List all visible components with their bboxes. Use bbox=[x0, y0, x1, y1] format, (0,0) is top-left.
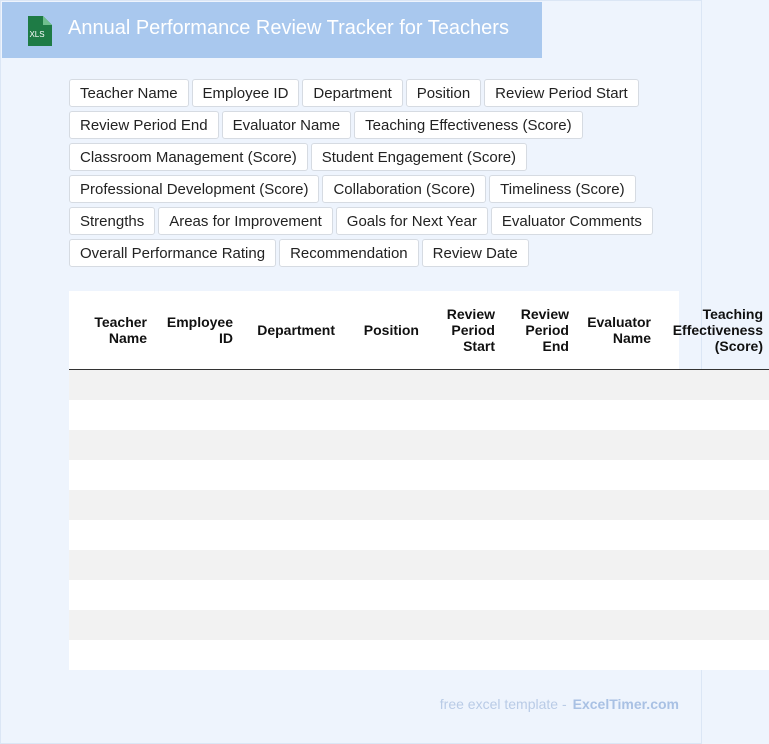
field-chip-list bbox=[69, 79, 669, 267]
column-header-label: Position bbox=[363, 322, 419, 338]
table-cell[interactable] bbox=[425, 400, 501, 430]
table-cell[interactable] bbox=[239, 460, 341, 490]
table-cell[interactable] bbox=[425, 610, 501, 640]
table-cell[interactable] bbox=[153, 430, 239, 460]
field-chip[interactable]: Teaching Effectiveness (Score) bbox=[354, 111, 583, 139]
table-cell[interactable] bbox=[341, 370, 425, 401]
table-cell[interactable] bbox=[501, 400, 575, 430]
table-cell[interactable] bbox=[69, 370, 153, 401]
table-cell[interactable] bbox=[239, 400, 341, 430]
column-header[interactable] bbox=[341, 291, 425, 370]
column-header-label: (Score) bbox=[714, 338, 763, 354]
table-cell[interactable] bbox=[425, 370, 501, 401]
table-cell[interactable] bbox=[341, 520, 425, 550]
table-cell[interactable] bbox=[69, 490, 153, 520]
table-cell[interactable] bbox=[425, 580, 501, 610]
table-cell[interactable] bbox=[153, 490, 239, 520]
column-header[interactable] bbox=[501, 291, 575, 370]
table-cell[interactable] bbox=[341, 490, 425, 520]
table-cell[interactable] bbox=[425, 430, 501, 460]
table-cell[interactable] bbox=[657, 430, 769, 460]
column-header-label: Period bbox=[451, 322, 495, 338]
table-cell[interactable] bbox=[501, 370, 575, 401]
table-cell[interactable] bbox=[501, 490, 575, 520]
column-header[interactable] bbox=[153, 291, 239, 370]
tracker-table bbox=[69, 291, 769, 670]
table-header-row bbox=[69, 291, 769, 370]
table-cell[interactable] bbox=[575, 580, 657, 610]
table-cell[interactable] bbox=[341, 610, 425, 640]
table-cell[interactable] bbox=[657, 400, 769, 430]
table-row bbox=[69, 640, 769, 670]
page-title: Annual Performance Review Tracker for Teachers bbox=[68, 17, 509, 39]
table-cell[interactable] bbox=[501, 640, 575, 670]
column-header-label: End bbox=[542, 338, 569, 354]
column-header-label: Name bbox=[108, 330, 147, 346]
table-cell[interactable] bbox=[657, 520, 769, 550]
column-header-label: Review bbox=[520, 306, 569, 322]
table-cell[interactable] bbox=[501, 580, 575, 610]
tracker-table-container[interactable] bbox=[69, 291, 763, 669]
column-header[interactable] bbox=[425, 291, 501, 370]
table-cell[interactable] bbox=[153, 520, 239, 550]
table-cell[interactable] bbox=[341, 580, 425, 610]
table-cell[interactable] bbox=[153, 640, 239, 670]
field-chip[interactable]: Overall Performance Rating bbox=[69, 239, 276, 267]
table-cell[interactable] bbox=[239, 490, 341, 520]
table-cell[interactable] bbox=[657, 580, 769, 610]
table-cell[interactable] bbox=[657, 490, 769, 520]
column-header-label: Period bbox=[525, 322, 569, 338]
table-cell[interactable] bbox=[575, 610, 657, 640]
svg-text:XLS: XLS bbox=[29, 30, 45, 39]
table-row bbox=[69, 460, 769, 490]
table-cell[interactable] bbox=[69, 460, 153, 490]
table-cell[interactable] bbox=[69, 520, 153, 550]
table-cell[interactable] bbox=[425, 520, 501, 550]
table-cell[interactable] bbox=[425, 490, 501, 520]
table-cell[interactable] bbox=[657, 640, 769, 670]
table-cell[interactable] bbox=[575, 640, 657, 670]
table-row bbox=[69, 490, 769, 520]
column-header-label: Name bbox=[612, 330, 651, 346]
table-cell[interactable] bbox=[501, 610, 575, 640]
table-cell[interactable] bbox=[239, 640, 341, 670]
field-chip[interactable]: Position bbox=[406, 79, 481, 107]
field-chip[interactable]: Areas for Improvement bbox=[158, 207, 333, 235]
table-cell[interactable] bbox=[657, 610, 769, 640]
table-cell[interactable] bbox=[153, 610, 239, 640]
field-chip[interactable]: Professional Development (Score) bbox=[69, 175, 319, 203]
field-chip[interactable]: Collaboration (Score) bbox=[322, 175, 486, 203]
table-cell[interactable] bbox=[501, 550, 575, 580]
table-cell[interactable] bbox=[575, 520, 657, 550]
table-cell[interactable] bbox=[341, 550, 425, 580]
table-cell[interactable] bbox=[575, 400, 657, 430]
table-cell[interactable] bbox=[239, 430, 341, 460]
footer-credit bbox=[440, 696, 679, 712]
table-cell[interactable] bbox=[425, 460, 501, 490]
table-cell[interactable] bbox=[239, 370, 341, 401]
field-chip[interactable]: Review Date bbox=[422, 239, 529, 267]
table-cell[interactable] bbox=[575, 490, 657, 520]
table-row bbox=[69, 610, 769, 640]
column-header-label: Start bbox=[463, 338, 495, 354]
table-cell[interactable] bbox=[657, 370, 769, 401]
table-cell[interactable] bbox=[501, 430, 575, 460]
table-cell[interactable] bbox=[69, 580, 153, 610]
table-cell[interactable] bbox=[153, 400, 239, 430]
field-chip[interactable]: Classroom Management (Score) bbox=[69, 143, 308, 171]
field-chip[interactable]: Review Period Start bbox=[484, 79, 639, 107]
field-chip[interactable]: Evaluator Name bbox=[222, 111, 352, 139]
footer-brand-link[interactable]: ExcelTimer.com bbox=[572, 696, 679, 712]
table-cell[interactable] bbox=[341, 640, 425, 670]
table-cell[interactable] bbox=[425, 550, 501, 580]
table-row bbox=[69, 520, 769, 550]
table-cell[interactable] bbox=[69, 640, 153, 670]
table-row bbox=[69, 430, 769, 460]
table-cell[interactable] bbox=[69, 550, 153, 580]
column-header-label: Review bbox=[446, 306, 495, 322]
field-chip[interactable]: Recommendation bbox=[279, 239, 419, 267]
column-header-label: ID bbox=[219, 330, 233, 346]
table-cell[interactable] bbox=[341, 400, 425, 430]
table-cell[interactable] bbox=[239, 580, 341, 610]
table-cell[interactable] bbox=[341, 430, 425, 460]
header-band bbox=[2, 2, 542, 58]
field-chip[interactable]: Student Engagement (Score) bbox=[311, 143, 527, 171]
table-cell[interactable] bbox=[239, 550, 341, 580]
table-cell[interactable] bbox=[575, 550, 657, 580]
column-header-label: Evaluator bbox=[587, 314, 651, 330]
xls-file-icon bbox=[24, 16, 52, 46]
column-header-label: Teacher bbox=[94, 314, 147, 330]
table-cell[interactable] bbox=[575, 460, 657, 490]
column-header-label: Department bbox=[257, 322, 335, 338]
field-chip[interactable]: Goals for Next Year bbox=[336, 207, 488, 235]
table-row bbox=[69, 370, 769, 401]
column-header-label: Employee bbox=[166, 314, 233, 330]
table-cell[interactable] bbox=[575, 430, 657, 460]
table-cell[interactable] bbox=[341, 460, 425, 490]
table-cell[interactable] bbox=[657, 550, 769, 580]
table-row bbox=[69, 400, 769, 430]
table-cell[interactable] bbox=[425, 640, 501, 670]
field-chip[interactable]: Employee ID bbox=[192, 79, 300, 107]
column-header[interactable] bbox=[657, 291, 769, 370]
field-chip[interactable]: Evaluator Comments bbox=[491, 207, 653, 235]
field-chip[interactable]: Review Period End bbox=[69, 111, 219, 139]
field-chip[interactable]: Strengths bbox=[69, 207, 155, 235]
table-body bbox=[69, 370, 769, 671]
footer-text: free excel template - bbox=[439, 696, 567, 712]
column-header-label: Teaching bbox=[702, 306, 763, 322]
table-cell[interactable] bbox=[153, 550, 239, 580]
field-chip[interactable]: Department bbox=[302, 79, 402, 107]
table-cell[interactable] bbox=[153, 370, 239, 401]
column-header[interactable] bbox=[239, 291, 341, 370]
table-cell[interactable] bbox=[575, 370, 657, 401]
table-cell[interactable] bbox=[153, 580, 239, 610]
table-row bbox=[69, 550, 769, 580]
table-cell[interactable] bbox=[153, 460, 239, 490]
table-cell[interactable] bbox=[69, 610, 153, 640]
table-cell[interactable] bbox=[501, 460, 575, 490]
column-header[interactable] bbox=[69, 291, 153, 370]
table-cell[interactable] bbox=[239, 520, 341, 550]
table-cell[interactable] bbox=[239, 610, 341, 640]
column-header-label: Effectiveness bbox=[672, 322, 763, 338]
field-chip[interactable]: Teacher Name bbox=[69, 79, 189, 107]
table-cell[interactable] bbox=[657, 460, 769, 490]
table-cell[interactable] bbox=[69, 400, 153, 430]
field-chip[interactable]: Timeliness (Score) bbox=[489, 175, 635, 203]
table-cell[interactable] bbox=[69, 430, 153, 460]
table-row bbox=[69, 580, 769, 610]
table-cell[interactable] bbox=[501, 520, 575, 550]
column-header[interactable] bbox=[575, 291, 657, 370]
